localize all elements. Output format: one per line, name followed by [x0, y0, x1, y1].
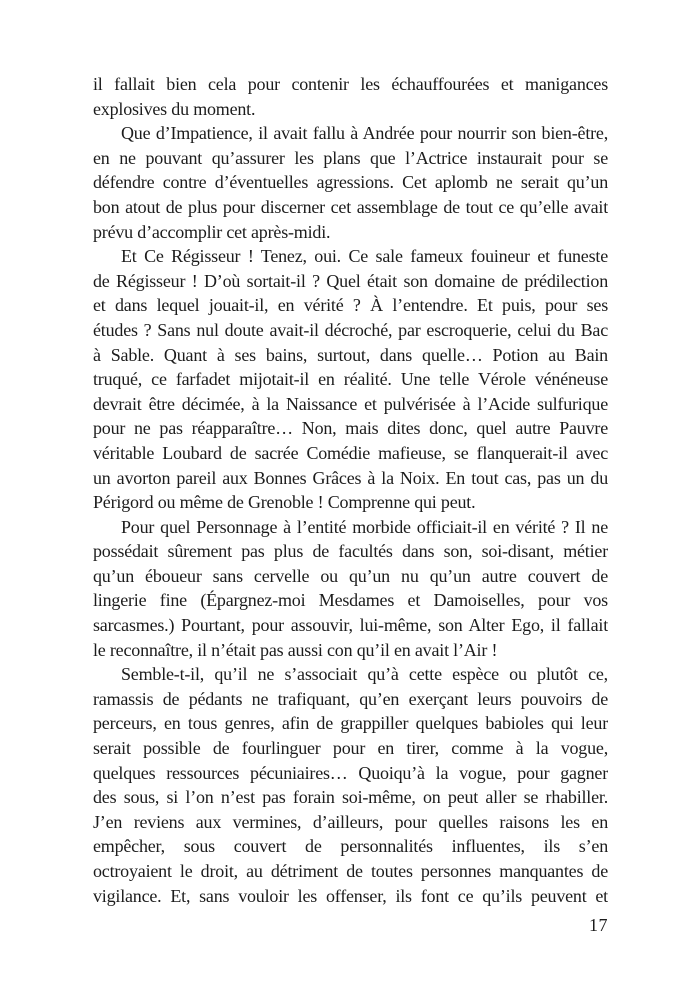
text-line: sarcasmes.) Pourtant, pour assouvir, lui-même, son Alter Ego, il fallait: [93, 615, 608, 636]
text-line: empêcher, sous couvert de personnalités influentes, ils s’en: [93, 836, 608, 857]
text-line: et dans lequel jouait-il, en vérité ? À l’entendre. Et puis, pour ses: [93, 295, 608, 316]
text-line: à Sable. Quant à ses bains, surtout, dans quelle… Potion au Bain: [93, 344, 608, 365]
text-line: Semble-t-il, qu’il ne s’associait qu’à cette espèce ou plutôt ce,: [121, 664, 608, 685]
text-line: en ne pouvant qu’assurer les plans que l’Actrice instaurait pour se: [93, 147, 608, 168]
text-line: il fallait bien cela pour contenir les échauffourées et manigances: [93, 74, 608, 94]
text-line: études ? Sans nul doute avait-il décroché, par escroquerie, celui du Bac: [93, 319, 608, 340]
text-line: serait possible de fourlinguer pour en tirer, comme à la vogue,: [93, 738, 608, 759]
text-line: Pour quel Personnage à l’entité morbide officiait-il en vérité ? Il ne: [121, 516, 608, 537]
text-line: octroyaient le droit, au détriment de toutes personnes manquantes de: [93, 861, 608, 881]
text-line: Et Ce Régisseur ! Tenez, oui. Ce sale fameux fouineur et funeste: [121, 246, 608, 267]
text-line: bon atout de plus pour discerner cet assemblage de tout ce qu’elle avait: [93, 196, 608, 217]
text-line: quelques ressources pécuniaires… Quoiqu’à la vogue, pour gagner: [93, 762, 608, 783]
text-line: de Régisseur ! D’où sortait-il ? Quel était son domaine de prédilection: [93, 270, 608, 291]
text-line: lingerie fine (Épargnez-moi Mesdames et Damoiselles, pour vos: [93, 590, 608, 611]
text-line: le reconnaître, il n’était pas aussi con qu’il en avait l’Air !: [93, 639, 498, 660]
text-line: défendre contre d’éventuelles agressions. Cet aplomb ne serait qu’un: [93, 172, 608, 193]
page-number: 17: [589, 915, 608, 935]
text-line: un avorton pareil aux Bonnes Grâces à la Noix. En tout cas, pas un du: [93, 467, 608, 488]
text-line: véritable Loubard de sacrée Comédie mafieuse, se flanquerait-il avec: [93, 442, 608, 463]
text-line: qu’un éboueur sans cervelle ou qu’un nu qu’un autre couvert de: [93, 565, 608, 586]
text-line: Périgord ou même de Grenoble ! Comprenne qui peut.: [93, 492, 476, 513]
text-line: ramassis de pédants ne trafiquant, qu’en exerçant leurs pouvoirs de: [93, 688, 608, 709]
text-line: prévu d’accomplir cet après-midi.: [93, 221, 331, 242]
text-line: possédait sûrement pas plus de facultés dans son, soi-disant, métier: [93, 541, 608, 562]
text-line: truqué, ce farfadet mijotait-il en réalité. Une telle Vérole vénéneuse: [93, 369, 608, 390]
text-line: Que d’Impatience, il avait fallu à Andrée pour nourrir son bien-être,: [121, 123, 608, 144]
text-line: pour ne pas réapparaître… Non, mais dites donc, quel autre Pauvre: [93, 418, 608, 439]
text-line: explosives du moment.: [93, 98, 256, 119]
text-line: vigilance. Et, sans vouloir les offenser, ils font ce qu’ils peuvent et: [93, 885, 608, 906]
page-text: [93, 72, 608, 908]
text-line: J’en reviens aux vermines, d’ailleurs, pour quelles raisons les en: [93, 811, 608, 832]
text-line: perceurs, en tous genres, afin de grappiller quelques babioles qui leur: [93, 713, 608, 734]
text-line: devrait être décimée, à la Naissance et pulvérisée à l’Acide sulfurique: [93, 393, 608, 414]
text-line: des sous, si l’on n’est pas forain soi-même, on peut aller se rhabiller.: [93, 787, 608, 808]
